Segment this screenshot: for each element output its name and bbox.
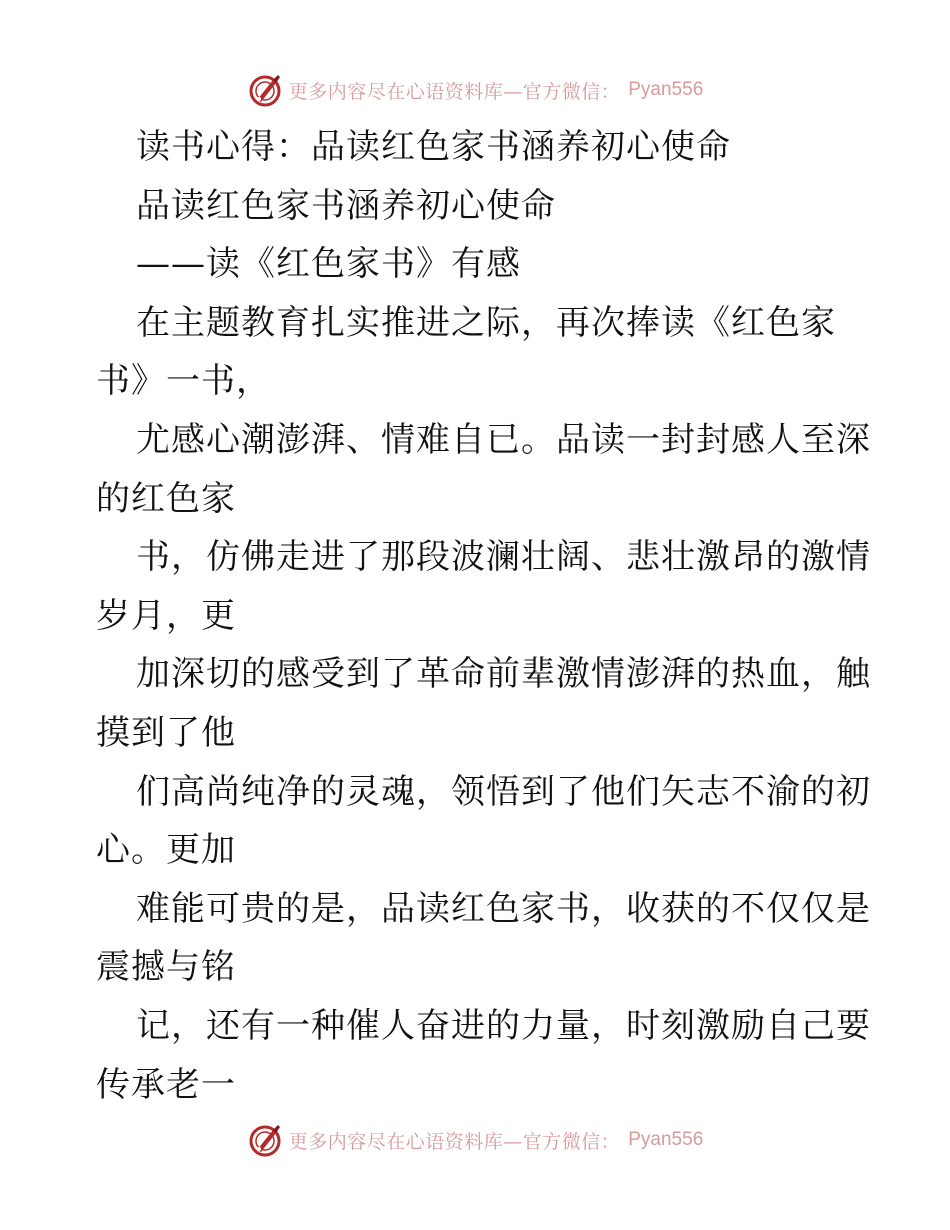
text-line: 传承老一 xyxy=(96,1064,236,1105)
text-line: 读书心得：品读红色家书涵养初心使命 xyxy=(136,127,731,167)
quill-pen-logo-icon xyxy=(247,72,283,108)
text-line: 品读红色家书涵养初心使命 xyxy=(136,185,556,226)
text-line: 们高尚纯净的灵魂，领悟到了他们矢志不渝的初 xyxy=(136,771,871,812)
text-line: ——读《红色家书》有感 xyxy=(136,244,521,285)
text-line: 岁月，更 xyxy=(96,595,236,636)
text-line: 书》一书， xyxy=(96,361,271,402)
footer-banner-text: 更多内容尽在心语资料库—官方微信： xyxy=(288,1130,621,1153)
header-wechat-id: Pyan556 xyxy=(628,79,704,100)
footer-banner-content xyxy=(247,1122,704,1158)
document-body xyxy=(96,118,871,1114)
text-line: 摸到了他 xyxy=(96,712,236,753)
text-line: 心。更加 xyxy=(96,830,236,871)
text-lines xyxy=(96,118,871,1114)
header-banner-content xyxy=(247,72,704,108)
text-line: 在主题教育扎实推进之际，再次捧读《红色家 xyxy=(136,302,836,343)
text-line: 震撼与铭 xyxy=(96,947,236,988)
quill-pen-logo-icon xyxy=(247,1122,283,1158)
text-line: 的红色家 xyxy=(96,478,236,519)
footer-wechat-id: Pyan556 xyxy=(628,1129,704,1150)
header-banner xyxy=(0,70,950,110)
text-line: 难能可贵的是，品读红色家书，收获的不仅仅是 xyxy=(136,888,871,929)
text-line: 记，还有一种催人奋进的力量，时刻激励自己要 xyxy=(136,1005,871,1046)
text-line: 尤感心潮澎湃、情难自已。品读一封封感人至深 xyxy=(136,419,871,460)
footer-banner xyxy=(0,1120,950,1160)
text-line: 书，仿佛走进了那段波澜壮阔、悲壮激昂的激情 xyxy=(136,537,871,578)
text-line: 加深切的感受到了革命前辈激情澎湃的热血，触 xyxy=(136,654,871,695)
header-banner-text: 更多内容尽在心语资料库—官方微信： xyxy=(288,80,621,103)
